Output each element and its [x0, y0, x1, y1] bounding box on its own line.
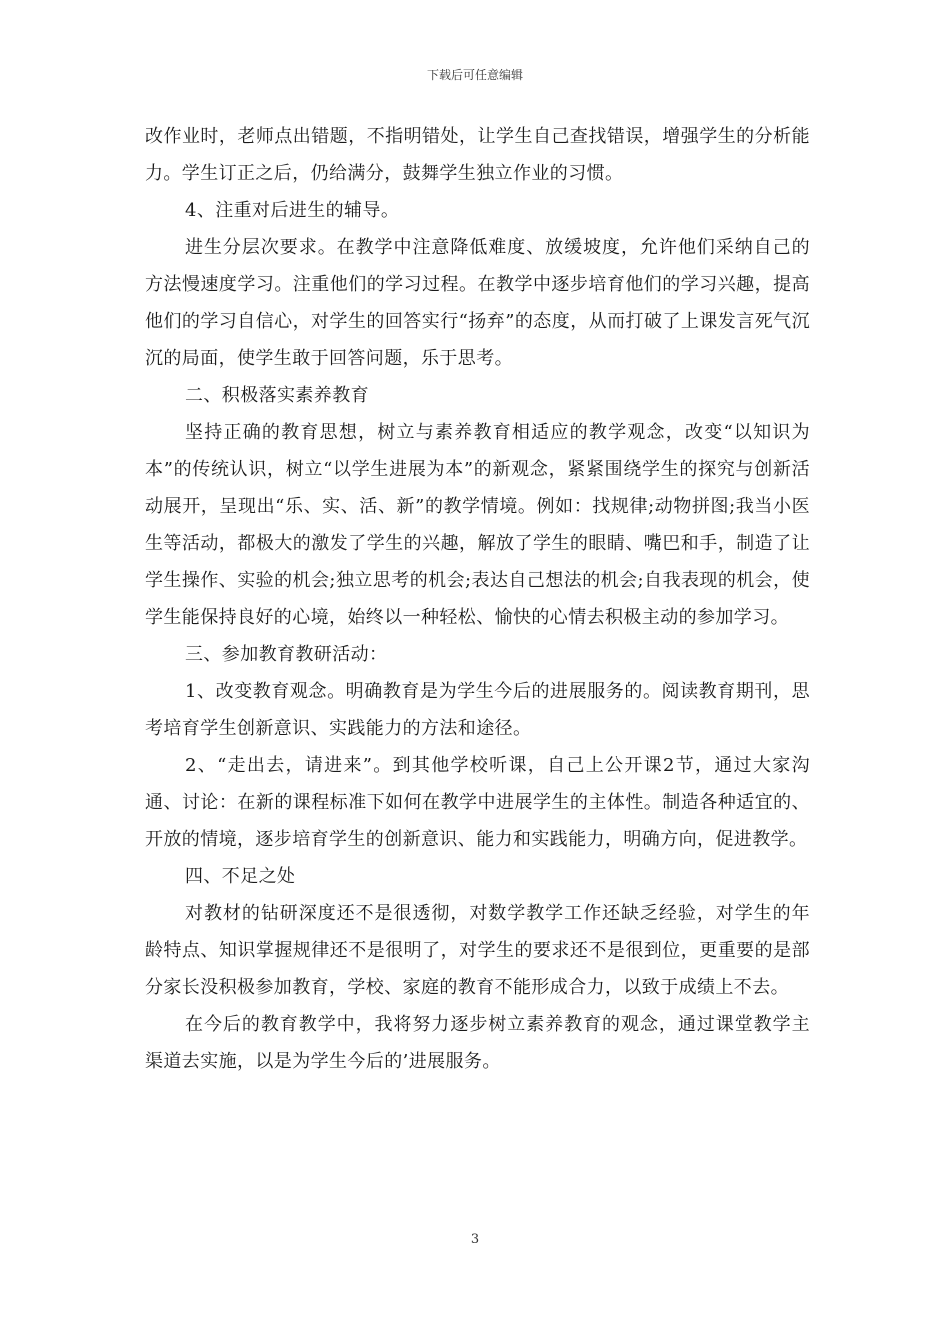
paragraph: 改作业时，老师点出错题，不指明错处，让学生自己查找错误，增强学生的分析能力。学生订正之后，仍给满分，鼓舞学生独立作业的习惯。	[145, 126, 810, 184]
document-body	[145, 118, 810, 1080]
paragraph: 4、注重对后进生的辅导。	[185, 200, 400, 221]
paragraph: 坚持正确的教育思想，树立与素养教育相适应的教学观念，改变“以知识为本”的传统认识，树立“以学生进展为本”的新观念，紧紧围绕学生的探究与创新活动展开，呈现出“乐、实、活、新”的教学情境。例如：找规律;动物拼图;我当小医生等活动，都极大的激发了学生的兴趣，解放了学生的眼睛、嘴巴和手，制造了让学生操作、实验的机会;独立思考的机会;表达自己想法的机会;自我表现的机会，使学生能保持良好的心境，始终以一种轻松、愉快的心情去积极主动的参加学习。	[145, 422, 810, 628]
paragraph: 在今后的教育教学中，我将努力逐步树立素养教育的观念，通过课堂教学主渠道去实施，以是为学生今后的’进展服务。	[145, 1014, 810, 1072]
section-heading: 三、参加教育教研活动：	[185, 644, 388, 665]
section-heading: 四、不足之处	[185, 866, 296, 887]
paragraph: 进生分层次要求。在教学中注意降低难度、放缓坡度，允许他们采纳自己的方法慢速度学习。注重他们的学习过程。在教学中逐步培育他们的学习兴趣，提高他们的学习自信心，对学生的回答实行“扬弃”的态度，从而打破了上课发言死气沉沉的局面，使学生敢于回答问题，乐于思考。	[145, 237, 810, 369]
paragraph: 对教材的钻研深度还不是很透彻，对数学教学工作还缺乏经验，对学生的年龄特点、知识掌握规律还不是很明了，对学生的要求还不是很到位，更重要的是部分家长没积极参加教育，学校、家庭的教育不能形成合力，以致于成绩上不去。	[145, 903, 810, 998]
paragraph: 1、改变教育观念。明确教育是为学生今后的进展服务的。阅读教育期刊，思考培育学生创新意识、实践能力的方法和途径。	[145, 681, 810, 739]
section-heading: 二、积极落实素养教育	[185, 385, 369, 406]
paragraph: 2、“走出去，请进来”。到其他学校听课，自己上公开课2节，通过大家沟通、讨论：在新的课程标准下如何在教学中进展学生的主体性。制造各种适宜的、开放的情境，逐步培育学生的创新意识、能力和实践能力，明确方向，促进教学。	[145, 755, 810, 850]
page-number: 3	[470, 1232, 480, 1247]
page-header: 下载后可任意编辑	[426, 68, 523, 82]
